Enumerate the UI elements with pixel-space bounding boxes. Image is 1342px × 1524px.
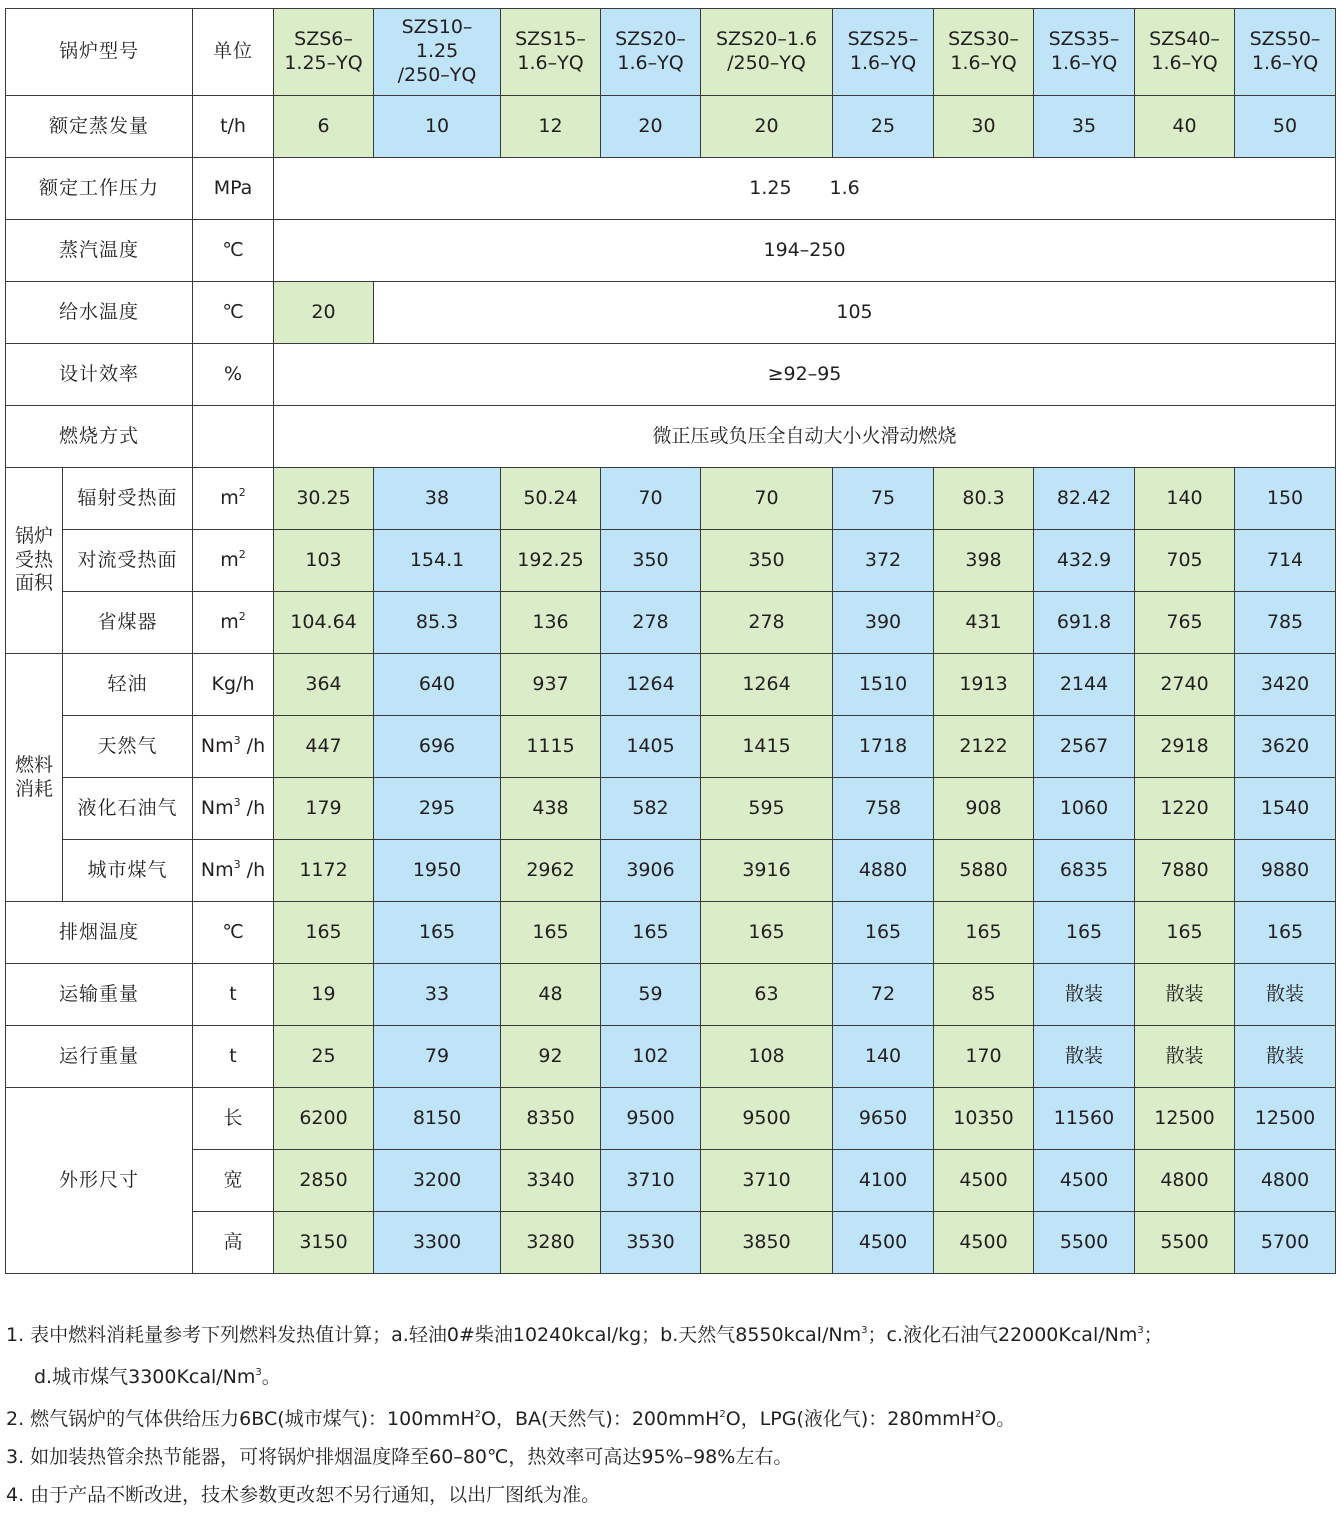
text-fragment: /h [240, 859, 266, 882]
value-cell: 103 [274, 530, 374, 592]
value-cell: 12500 [1135, 1088, 1235, 1150]
text-fragment: SZS6– [294, 28, 353, 51]
value-cell: 2740 [1135, 654, 1235, 716]
merged-value-cell: 105 [374, 282, 1336, 344]
text-fragment: 面积 [14, 572, 53, 595]
row-rated-evaporation [6, 96, 1336, 158]
value-cell: 447 [274, 716, 374, 778]
value-cell: 6200 [274, 1088, 374, 1150]
value-cell: 192.25 [501, 530, 601, 592]
value-cell: 30.25 [274, 468, 374, 530]
value-cell: 9500 [601, 1088, 701, 1150]
row-fuel-consumption [6, 778, 1336, 840]
value-cell: 散装 [1034, 1026, 1135, 1088]
note-2: 2. 燃气锅炉的气体供给压力6BC(城市煤气)：100mmH$^2$O，BA(天然气)：200mmH$^2$O，LPG(液化气)：280mmH$^2$O。 [6, 1408, 1016, 1430]
value-cell: 散装 [1235, 1026, 1336, 1088]
text-fragment: 1.25 [415, 40, 459, 63]
value-cell: 765 [1135, 592, 1235, 654]
row-unit: Kg/h [193, 654, 274, 716]
value-cell: 9500 [701, 1088, 833, 1150]
row-exhaust-temperature [6, 902, 1336, 964]
row-label: 额定工作压力 [6, 158, 193, 220]
value-cell: 4500 [833, 1212, 934, 1274]
merged-value-cell: ≥92–95 [274, 344, 1336, 406]
value-cell: 1264 [701, 654, 833, 716]
merged-value-cell: 1.25 1.6 [274, 158, 1336, 220]
value-cell: 33 [374, 964, 501, 1026]
row-sublabel: 天然气 [63, 716, 193, 778]
text-fragment: SZS50– [1249, 28, 1321, 51]
value-cell: 2122 [934, 716, 1034, 778]
value-cell: 35 [1034, 96, 1135, 158]
row-unit: ℃ [193, 282, 274, 344]
row-dimensions [6, 1150, 1336, 1212]
text-fragment: /h [240, 735, 266, 758]
row-label: 额定蒸发量 [6, 96, 193, 158]
value-cell: 165 [501, 902, 601, 964]
value-cell: 85 [934, 964, 1034, 1026]
value-cell: 4500 [1034, 1150, 1135, 1212]
value-cell: 2567 [1034, 716, 1135, 778]
text-fragment: /250–YQ [727, 52, 806, 74]
value-cell: 4100 [833, 1150, 934, 1212]
text-fragment: SZS20– [615, 28, 686, 51]
text-fragment: 消耗 [14, 777, 53, 800]
row-label: 给水温度 [6, 282, 193, 344]
value-cell: 8350 [501, 1088, 601, 1150]
value-cell: 398 [934, 530, 1034, 592]
text-fragment: 1.6–YQ [950, 52, 1017, 74]
value-cell: 38 [374, 468, 501, 530]
value-cell: 8150 [374, 1088, 501, 1150]
value-cell: 3906 [601, 840, 701, 902]
header-model-cell [501, 9, 601, 96]
value-cell: 350 [701, 530, 833, 592]
row-sublabel: 对流受热面 [63, 530, 193, 592]
text-fragment: 1.6–YQ [617, 52, 684, 74]
row-sublabel: 液化石油气 [63, 778, 193, 840]
merged-value-cell: 微正压或负压全自动大小火滑动燃烧 [274, 406, 1336, 468]
value-cell: 691.8 [1034, 592, 1135, 654]
footnotes [6, 1312, 1336, 1514]
row-design-efficiency [6, 344, 1336, 406]
value-cell: 10350 [934, 1088, 1034, 1150]
row-sublabel: 省煤器 [63, 592, 193, 654]
value-cell: 3300 [374, 1212, 501, 1274]
value-cell: 25 [274, 1026, 374, 1088]
row-unit [193, 840, 274, 902]
value-cell: 350 [601, 530, 701, 592]
row-sublabel: 轻油 [63, 654, 193, 716]
text-fragment: SZS40– [1149, 28, 1220, 51]
value-cell: 154.1 [374, 530, 501, 592]
text-fragment: SZS15– [515, 28, 586, 51]
value-cell: 4880 [833, 840, 934, 902]
header-model-cell [274, 9, 374, 96]
value-cell: 2144 [1034, 654, 1135, 716]
row-heating-area [6, 468, 1336, 530]
value-cell: 1172 [274, 840, 374, 902]
value-cell: 165 [934, 902, 1034, 964]
value-cell: 3530 [601, 1212, 701, 1274]
value-cell: 1913 [934, 654, 1034, 716]
row-dimensions [6, 1212, 1336, 1274]
value-cell: 165 [274, 902, 374, 964]
value-cell: 79 [374, 1026, 501, 1088]
value-cell: 104.64 [274, 592, 374, 654]
value-cell: 165 [1235, 902, 1336, 964]
note-3: 3. 如加装热管余热节能器，可将锅炉排烟温度降至60–80℃，热效率可高达95%–98%左右。 [6, 1446, 793, 1468]
value-cell: 432.9 [1034, 530, 1135, 592]
row-label: 设计效率 [6, 344, 193, 406]
header-model-cell [1034, 9, 1135, 96]
row-heating-area [6, 592, 1336, 654]
value-cell: 7880 [1135, 840, 1235, 902]
text-fragment: 1.6–YQ [1050, 52, 1118, 74]
row-unit: 宽 [193, 1150, 274, 1212]
row-label: 运输重量 [6, 964, 193, 1026]
value-cell: 372 [833, 530, 934, 592]
value-cell: 9880 [1235, 840, 1336, 902]
row-unit [193, 406, 274, 468]
value-cell: 165 [601, 902, 701, 964]
text-fragment: Nm [200, 859, 234, 882]
value-cell: 696 [374, 716, 501, 778]
value-cell: 5880 [934, 840, 1034, 902]
row-transport-weight [6, 964, 1336, 1026]
value-cell: 6 [274, 96, 374, 158]
header-model-cell [1235, 9, 1336, 96]
value-cell: 40 [1135, 96, 1235, 158]
value-cell: 85.3 [374, 592, 501, 654]
value-cell: 908 [934, 778, 1034, 840]
row-label: 排烟温度 [6, 902, 193, 964]
value-cell: 11560 [1034, 1088, 1135, 1150]
value-cell: 3916 [701, 840, 833, 902]
value-cell: 9650 [833, 1088, 934, 1150]
value-cell: 3420 [1235, 654, 1336, 716]
row-fuel-consumption [6, 840, 1336, 902]
text-fragment: 1.25–YQ [284, 52, 363, 74]
text-fragment: m [220, 549, 239, 572]
row-unit: t [193, 964, 274, 1026]
row-label: 运行重量 [6, 1026, 193, 1088]
value-cell: 1405 [601, 716, 701, 778]
value-cell: 390 [833, 592, 934, 654]
value-cell: 640 [374, 654, 501, 716]
value-cell: 6835 [1034, 840, 1135, 902]
value-cell: 12500 [1235, 1088, 1336, 1150]
value-cell: 20 [701, 96, 833, 158]
value-cell: 5700 [1235, 1212, 1336, 1274]
value-cell: 70 [601, 468, 701, 530]
value-cell: 2850 [274, 1150, 374, 1212]
value-cell: 278 [701, 592, 833, 654]
value-cell: 165 [374, 902, 501, 964]
value-cell: 140 [1135, 468, 1235, 530]
text-fragment: 1.6–YQ [1151, 52, 1218, 74]
row-unit: 高 [193, 1212, 274, 1274]
value-cell: 59 [601, 964, 701, 1026]
row-unit: t/h [193, 96, 274, 158]
merged-value-cell: 194–250 [274, 220, 1336, 282]
value-cell: 3620 [1235, 716, 1336, 778]
boiler-spec-table [5, 8, 1336, 1274]
value-cell: 散装 [1135, 964, 1235, 1026]
header-model-cell [374, 9, 501, 96]
value-cell: 165 [701, 902, 833, 964]
row-label: 蒸汽温度 [6, 220, 193, 282]
value-cell: 1510 [833, 654, 934, 716]
row-unit [193, 592, 274, 654]
value-cell: 179 [274, 778, 374, 840]
row-operating-weight [6, 1026, 1336, 1088]
value-cell: 10 [374, 96, 501, 158]
row-dimensions [6, 1088, 1336, 1150]
value-cell: 4800 [1135, 1150, 1235, 1212]
value-cell: 714 [1235, 530, 1336, 592]
value-cell: 50.24 [501, 468, 601, 530]
value-cell: 63 [701, 964, 833, 1026]
group-label-fuel [6, 654, 63, 902]
value-cell: 19 [274, 964, 374, 1026]
superscript: 3 [233, 734, 241, 748]
value-cell: 595 [701, 778, 833, 840]
row-unit [193, 716, 274, 778]
value-cell: 1220 [1135, 778, 1235, 840]
row-unit: t [193, 1026, 274, 1088]
value-cell: 4500 [934, 1150, 1034, 1212]
value-cell: 50 [1235, 96, 1336, 158]
value-cell: 165 [1135, 902, 1235, 964]
row-unit: 长 [193, 1088, 274, 1150]
text-fragment: 受热 [14, 548, 53, 571]
value-cell: 758 [833, 778, 934, 840]
header-row [6, 9, 1336, 96]
value-cell: 431 [934, 592, 1034, 654]
value-cell: 165 [833, 902, 934, 964]
value-cell: 102 [601, 1026, 701, 1088]
superscript: 3 [233, 796, 241, 810]
value-cell: 278 [601, 592, 701, 654]
value-cell: 4800 [1235, 1150, 1336, 1212]
value-cell: 438 [501, 778, 601, 840]
row-unit: ℃ [193, 902, 274, 964]
value-cell: 散装 [1135, 1026, 1235, 1088]
text-fragment: SZS25– [847, 28, 919, 51]
text-fragment: 1.6–YQ [517, 52, 584, 74]
superscript: 2 [238, 610, 246, 624]
value-cell: 75 [833, 468, 934, 530]
text-fragment: 1.6–YQ [849, 52, 917, 74]
value-cell: 25 [833, 96, 934, 158]
text-fragment: SZS20–1.6 [716, 28, 818, 51]
value-cell: 1115 [501, 716, 601, 778]
row-heating-area [6, 530, 1336, 592]
value-cell: 散装 [1034, 964, 1135, 1026]
value-cell: 5500 [1034, 1212, 1135, 1274]
value-cell: 3150 [274, 1212, 374, 1274]
value-cell: 136 [501, 592, 601, 654]
value-cell: 165 [1034, 902, 1135, 964]
value-cell: 937 [501, 654, 601, 716]
value-cell: 3710 [701, 1150, 833, 1212]
text-fragment: /h [240, 797, 266, 820]
row-fuel-consumption [6, 654, 1336, 716]
row-feedwater-temperature [6, 282, 1336, 344]
text-fragment: SZS10– [401, 16, 473, 39]
value-cell: 140 [833, 1026, 934, 1088]
value-cell: 2962 [501, 840, 601, 902]
value-cell: 72 [833, 964, 934, 1026]
text-fragment: SZS30– [948, 28, 1019, 51]
value-cell: 20 [274, 282, 374, 344]
value-cell: 散装 [1235, 964, 1336, 1026]
value-cell: 70 [701, 468, 833, 530]
value-cell: 48 [501, 964, 601, 1026]
superscript: 2 [238, 548, 246, 562]
value-cell: 80.3 [934, 468, 1034, 530]
row-unit: ℃ [193, 220, 274, 282]
value-cell: 582 [601, 778, 701, 840]
value-cell: 1540 [1235, 778, 1336, 840]
row-unit [193, 468, 274, 530]
value-cell: 3280 [501, 1212, 601, 1274]
row-unit: % [193, 344, 274, 406]
value-cell: 1264 [601, 654, 701, 716]
value-cell: 82.42 [1034, 468, 1135, 530]
text-fragment: 1.6–YQ [1251, 52, 1319, 74]
header-model-cell [601, 9, 701, 96]
value-cell: 1415 [701, 716, 833, 778]
group-label-dimensions: 外形尺寸 [6, 1088, 193, 1274]
group-label-heating-area [6, 468, 63, 654]
value-cell: 295 [374, 778, 501, 840]
superscript: 3 [233, 858, 241, 872]
text-fragment: m [220, 611, 239, 634]
header-unit-label: 单位 [193, 9, 274, 96]
value-cell: 150 [1235, 468, 1336, 530]
value-cell: 5500 [1135, 1212, 1235, 1274]
text-fragment: Nm [200, 797, 234, 820]
header-model-cell [833, 9, 934, 96]
header-model-label: 锅炉型号 [6, 9, 193, 96]
text-fragment: Nm [200, 735, 234, 758]
value-cell: 2918 [1135, 716, 1235, 778]
text-fragment: m [220, 487, 239, 510]
text-fragment: 燃料 [14, 753, 53, 776]
row-sublabel: 辐射受热面 [63, 468, 193, 530]
value-cell: 12 [501, 96, 601, 158]
value-cell: 3340 [501, 1150, 601, 1212]
row-unit [193, 530, 274, 592]
text-fragment: 锅炉 [14, 524, 53, 547]
value-cell: 20 [601, 96, 701, 158]
value-cell: 30 [934, 96, 1034, 158]
value-cell: 92 [501, 1026, 601, 1088]
row-working-pressure [6, 158, 1336, 220]
text-fragment: SZS35– [1048, 28, 1120, 51]
note-4: 4. 由于产品不断改进，技术参数更改恕不另行通知，以出厂图纸为准。 [6, 1484, 601, 1506]
header-model-cell [1135, 9, 1235, 96]
value-cell: 170 [934, 1026, 1034, 1088]
header-model-cell [701, 9, 833, 96]
row-combustion-mode [6, 406, 1336, 468]
header-model-cell [934, 9, 1034, 96]
row-steam-temperature [6, 220, 1336, 282]
row-unit [193, 778, 274, 840]
value-cell: 705 [1135, 530, 1235, 592]
row-fuel-consumption [6, 716, 1336, 778]
value-cell: 3200 [374, 1150, 501, 1212]
value-cell: 4500 [934, 1212, 1034, 1274]
value-cell: 3850 [701, 1212, 833, 1274]
row-sublabel: 城市煤气 [63, 840, 193, 902]
value-cell: 1950 [374, 840, 501, 902]
value-cell: 108 [701, 1026, 833, 1088]
row-unit: MPa [193, 158, 274, 220]
note-1: 1. 表中燃料消耗量参考下列燃料发热值计算；a.轻油0#柴油10240kcal/kg；b.天然气8550kcal/Nm$^3$；c.液化石油气22000Kcal/Nm$^3$； [6, 1324, 1163, 1346]
value-cell: 1060 [1034, 778, 1135, 840]
superscript: 2 [238, 486, 246, 500]
note-1-cont: d.城市煤气3300Kcal/Nm$^3$。 [34, 1366, 281, 1388]
value-cell: 1718 [833, 716, 934, 778]
value-cell: 785 [1235, 592, 1336, 654]
text-fragment: /250–YQ [397, 63, 477, 86]
value-cell: 364 [274, 654, 374, 716]
value-cell: 3710 [601, 1150, 701, 1212]
row-label: 燃烧方式 [6, 406, 193, 468]
